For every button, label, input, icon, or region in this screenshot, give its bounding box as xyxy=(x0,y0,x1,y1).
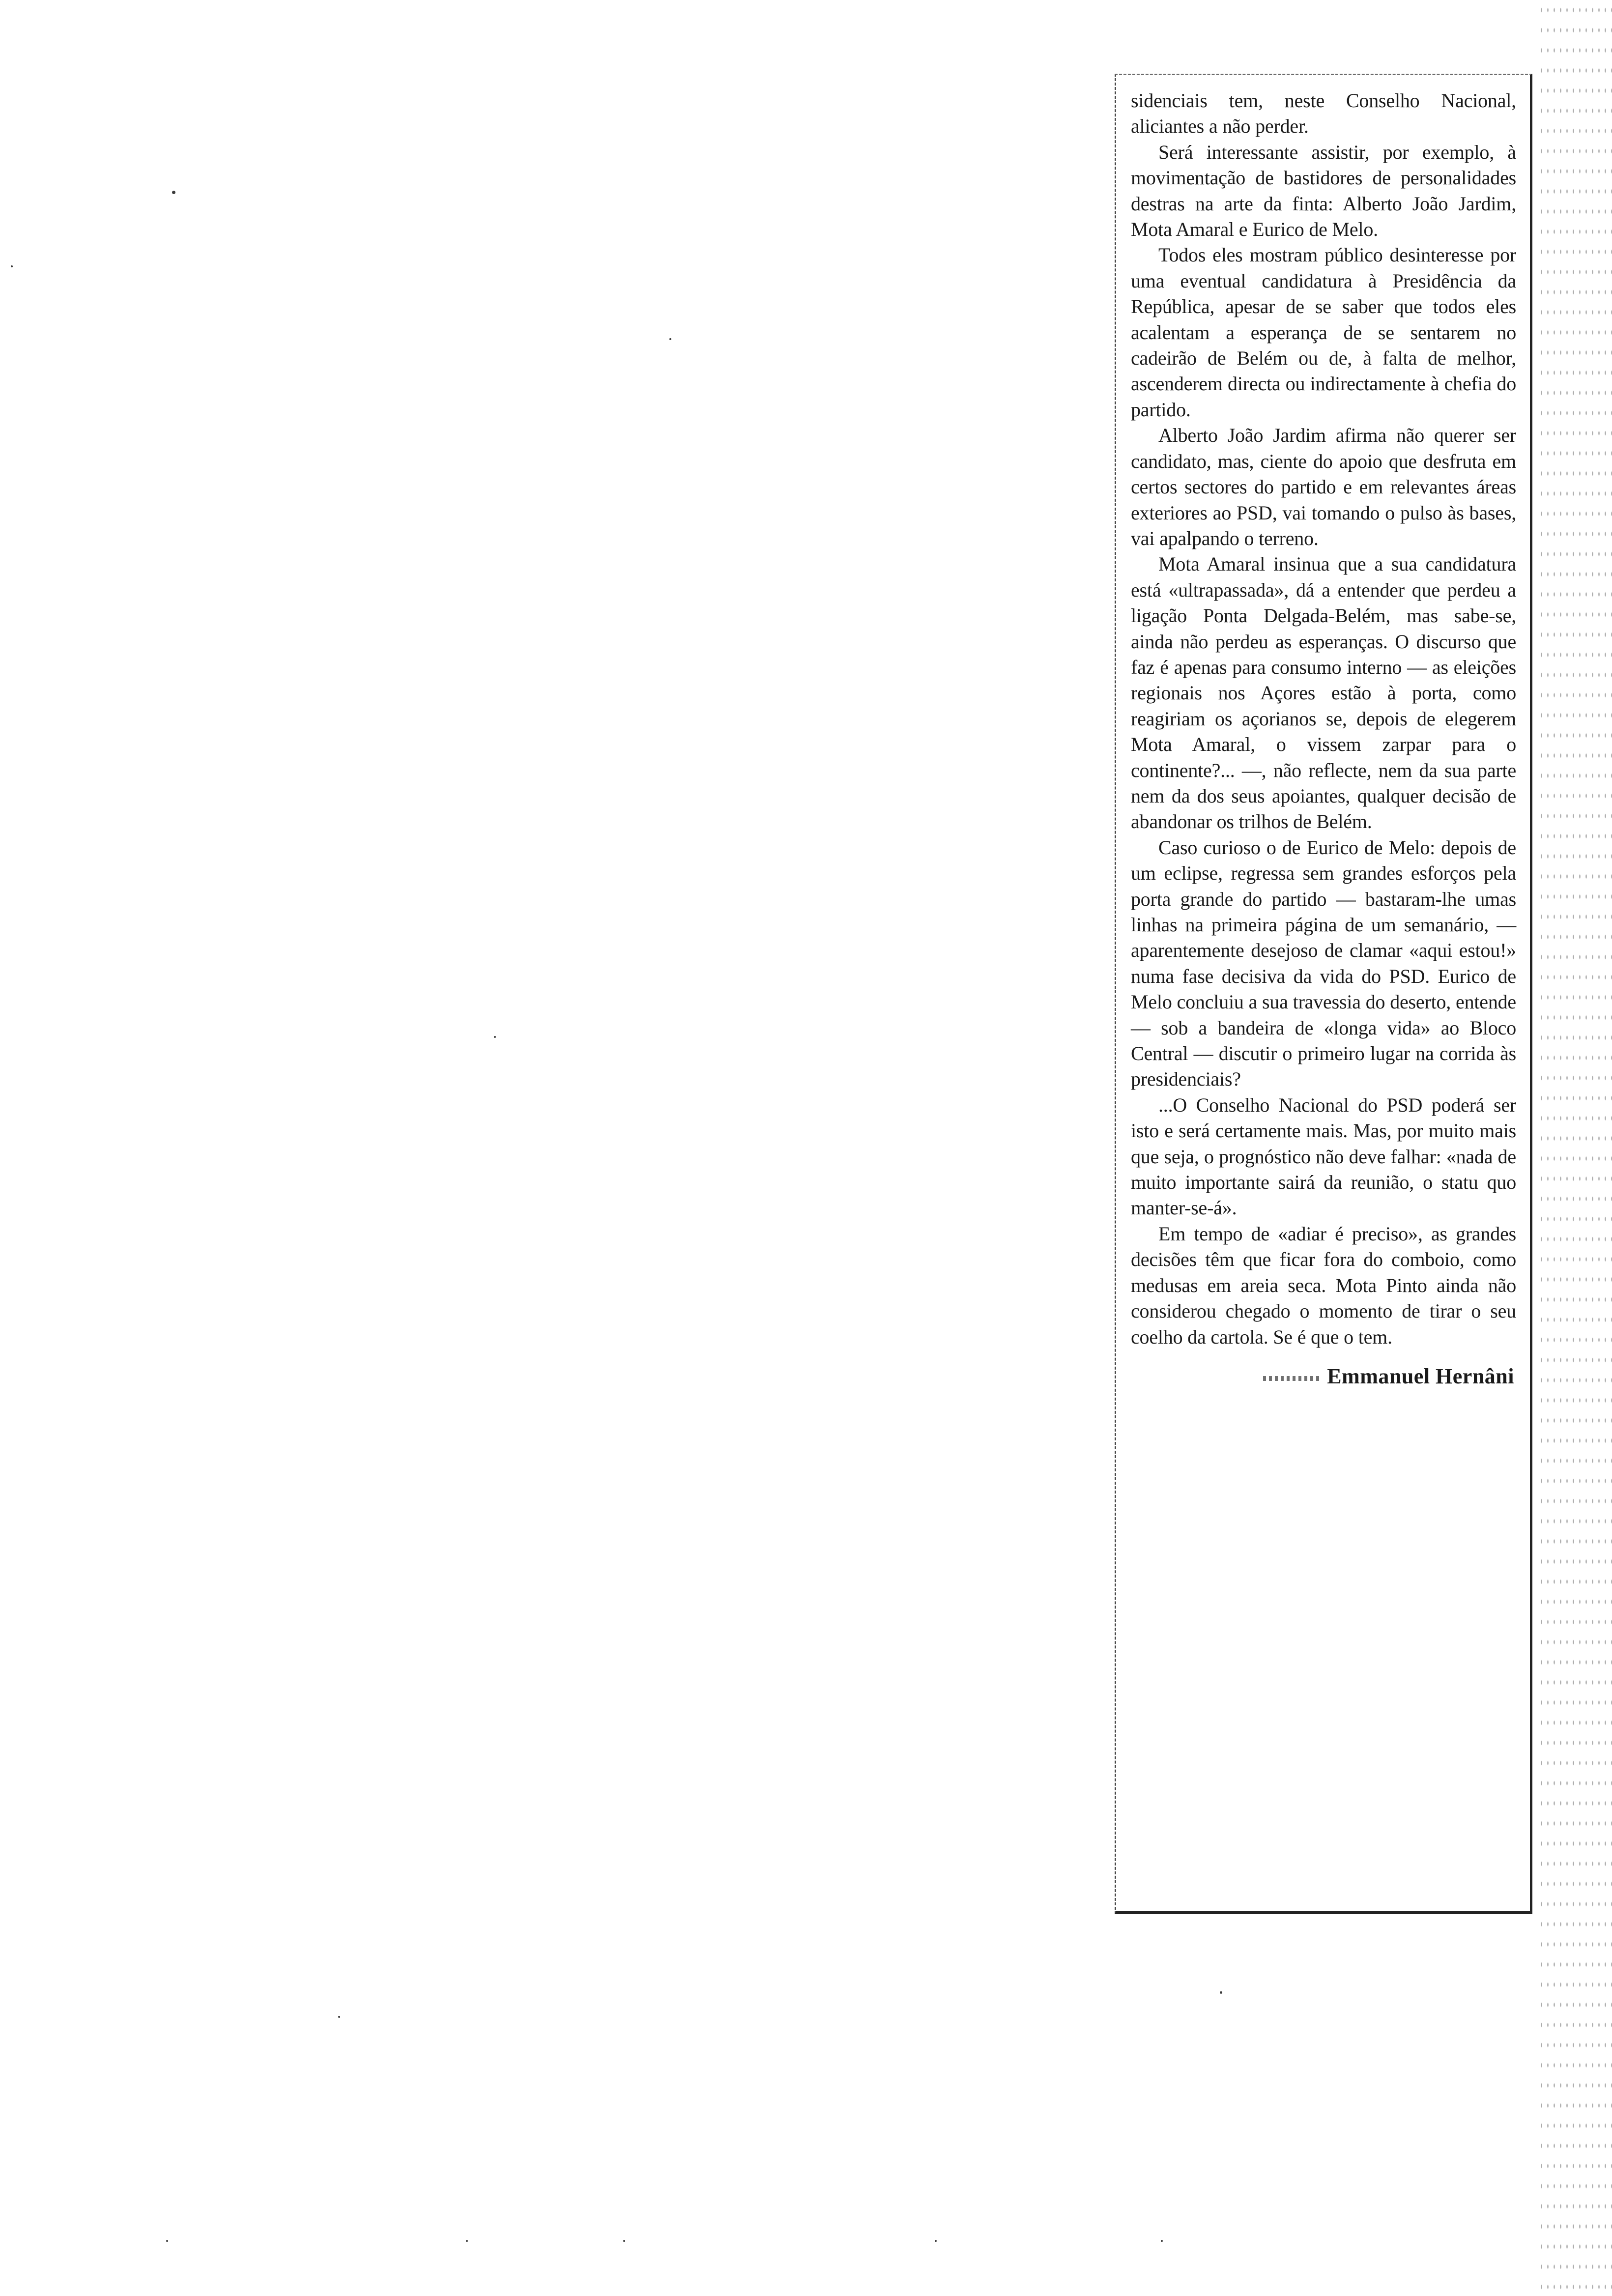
article-paragraph: ...O Conselho Nacional do PSD poderá ser isto e será certamente mais. Mas, por muito mais que seja, o prognóstico não deve falhar: «nada de muito importante sairá da reunião, o statu quo manter-se-á». xyxy=(1131,1093,1516,1219)
article-paragraph: sidenciais tem, neste Conselho Nacional, aliciantes a não perder. xyxy=(1131,89,1516,138)
scan-speck xyxy=(623,2240,625,2242)
article-paragraph: Em tempo de «adiar é preciso», as grandes decisões têm que ficar fora do comboio, como medusas em areia seca. Mota Pinto ainda não considerou chegado o momento de tirar o seu coelho da cartola. Se é que o tem. xyxy=(1131,1222,1516,1348)
scan-speck xyxy=(669,338,671,340)
scan-speck xyxy=(11,265,13,267)
author-byline xyxy=(1131,1364,1516,1389)
newspaper-clipping xyxy=(1115,74,1532,1914)
article-paragraph: Será interessante assistir, por exemplo, à movimentação de bastidores de personalidades destras na arte da finta: Alberto João Jardim, Mota Amaral e Eurico de Melo. xyxy=(1131,141,1516,241)
scan-speck xyxy=(1161,2240,1163,2242)
scan-speck xyxy=(466,2240,468,2242)
article-paragraph: Alberto João Jardim afirma não querer ser candidato, mas, ciente do apoio que desfruta em certos sectores do partido e em relevantes áreas exteriores ao PSD, vai tomando o pulso às bases, vai apalpando o terreno. xyxy=(1131,424,1516,549)
author-name: Emmanuel Hernâni xyxy=(1327,1364,1514,1388)
article-paragraph: Mota Amaral insinua que a sua candidatura está «ultrapassada», dá a entender que perdeu a ligação Ponta Delgada-Belém, mas sabe-se, ainda não perdeu as esperanças. O discurso que faz é apenas para consumo interno — as eleições regionais nos Açores estão à porta, como reagiriam os açorianos se, depois de elegerem Mota Amaral, o vissem zarpar para o continente?... —, não reflecte, nem da sua parte nem da dos seus apoiantes, qualquer decisão de abandonar os trilhos de Belém. xyxy=(1131,553,1516,833)
article-paragraph: Todos eles mostram público desinteresse por uma eventual candidatura à Presidência da República, apesar de se saber que todos eles acalentam a esperança de se sentarem no cadeirão de Belém ou de, à falta de melhor, ascenderem directa ou indirectamente à chefia do partido. xyxy=(1131,244,1516,421)
scan-speck xyxy=(172,191,175,194)
scan-speck xyxy=(935,2240,937,2242)
scan-speck xyxy=(166,2240,168,2242)
scan-speck xyxy=(494,1036,496,1038)
scan-speck xyxy=(338,2016,340,2018)
article-body xyxy=(1131,88,1516,1350)
article-paragraph: Caso curioso o de Eurico de Melo: depois de um eclipse, regressa sem grandes esforços pela porta grande do partido — bastaram-lhe umas linhas na primeira página de um semanário, — aparentemente desejoso de clamar «aqui estou!» numa fase decisiva da vida do PSD. Eurico de Melo concluiu a sua travessia do deserto, entende — sob a bandeira de «longa vida» ao Bloco Central — discutir o primeiro lugar na corrida às presidenciais? xyxy=(1131,836,1516,1091)
scan-edge-noise xyxy=(1538,0,1612,2296)
ink-smudge xyxy=(1263,1376,1322,1381)
scan-speck xyxy=(1220,1991,1222,1994)
